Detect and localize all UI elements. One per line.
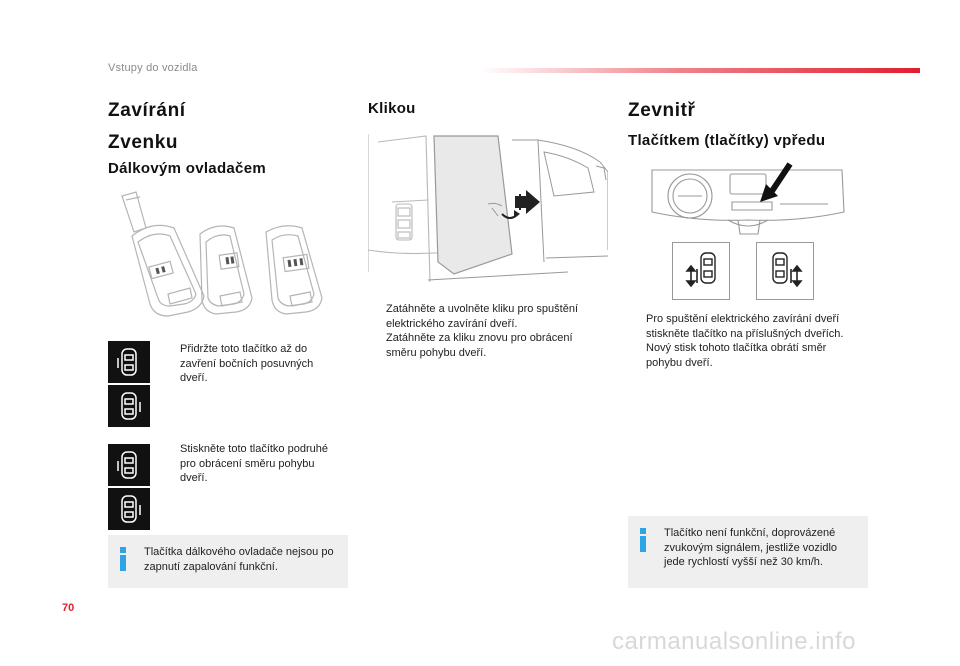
bullet-marker (368, 331, 386, 360)
interior-button-right-door-icon (756, 242, 814, 300)
remote-button-icon-left-door (108, 341, 150, 383)
remote-keys-illustration (112, 188, 342, 330)
info-text: Tlačítka dálkového ovladače nejsou po zapnutí zapalování funkční. (144, 546, 334, 573)
sliding-door-handle-illustration (368, 132, 608, 282)
bullet-marker (162, 342, 180, 386)
bullet-marker (628, 312, 646, 341)
footer-watermark: carmanualsonline.info (612, 628, 856, 655)
bullet-marker (628, 341, 646, 370)
bullet-list-handle (368, 302, 603, 360)
info-text: Tlačítko není funkční, doprovázené zvukovým signálem, jestliže vozidlo jede rychlostí vyšší než 30 km/h. (664, 527, 838, 568)
info-icon (640, 528, 646, 552)
title-inside: Zevnitř (628, 100, 696, 121)
dashboard-illustration (648, 160, 848, 238)
bullet-item: Zatáhněte a uvolněte kliku pro spuštění elektrického zavírání dveří. (368, 302, 603, 331)
bullet-item: Pro spuštění elektrického zavírání dveří stiskněte tlačítko na příslušných dveřích. (628, 312, 863, 341)
heading-remote: Dálkovým ovladačem (108, 160, 266, 177)
header-accent-line (480, 68, 920, 73)
info-box-interior (628, 516, 868, 588)
info-box-remote (108, 535, 348, 588)
subtitle-outside: Zvenku (108, 132, 179, 153)
bullet-list-interior (628, 312, 863, 370)
bullet-list-hold-button (162, 342, 340, 386)
bullet-list-press-again (162, 442, 340, 486)
interior-button-left-door-icon (672, 242, 730, 300)
bullet-marker (162, 442, 180, 486)
title-closing: Zavírání (108, 100, 186, 121)
section-header: Vstupy do vozidla (108, 62, 198, 74)
heading-front-buttons: Tlačítkem (tlačítky) vpředu (628, 132, 826, 149)
bullet-marker (368, 302, 386, 331)
remote-button-icon-right-door-2 (108, 488, 150, 530)
bullet-item: Přidržte toto tlačítko až do zavření bočních posuvných dveří. (162, 342, 340, 386)
remote-button-icon-right-door (108, 385, 150, 427)
page-number: 70 (62, 602, 75, 614)
remote-button-icon-left-door-2 (108, 444, 150, 486)
bullet-item: Stiskněte toto tlačítko podruhé pro obrácení směru pohybu dveří. (162, 442, 340, 486)
bullet-item: Zatáhněte za kliku znovu pro obrácení směru pohybu dveří. (368, 331, 603, 360)
heading-handle: Klikou (368, 100, 416, 117)
bullet-item: Nový stisk tohoto tlačítka obrátí směr pohybu dveří. (628, 341, 863, 370)
info-icon (120, 547, 126, 571)
